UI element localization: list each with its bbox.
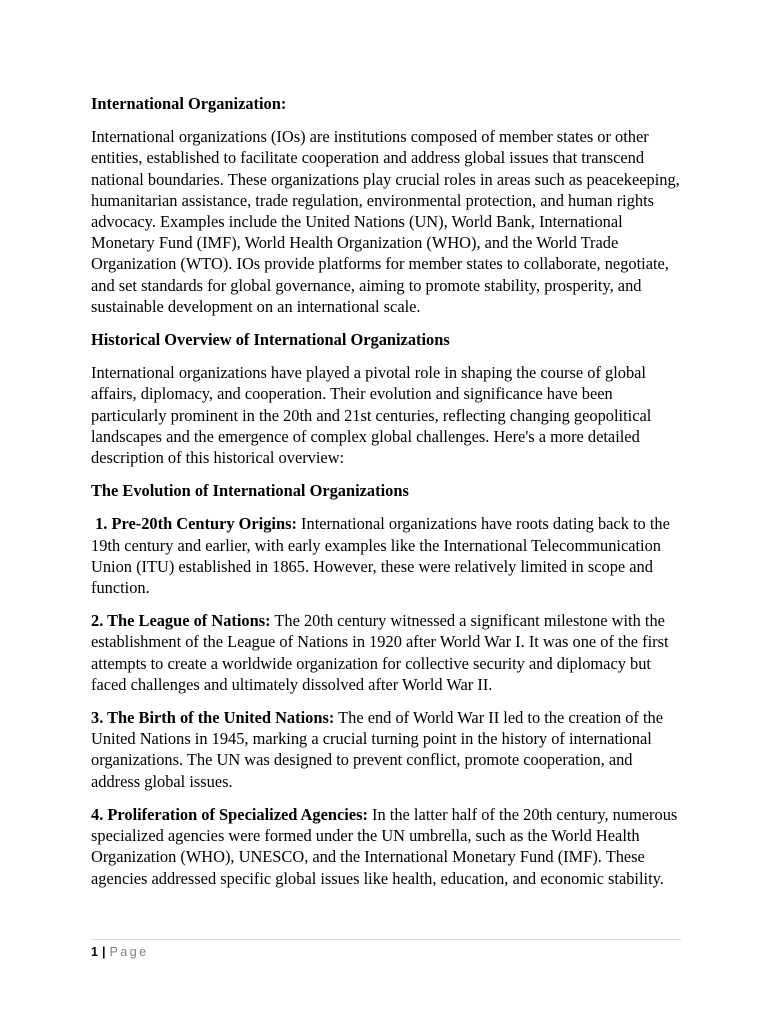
intro-heading: International Organization:: [91, 94, 287, 113]
page-number: 1: [91, 945, 98, 959]
document-body: [91, 93, 685, 889]
evolution-item-4: [91, 804, 685, 889]
evolution-item-1: [91, 513, 685, 598]
evolution-item-2-text: The 20th century witnessed a significant milestone with the establishment of the League of Nations in 1920 after World War I. It was one of the first attempts to create a worldwide organization for collective security and diplomacy but faced challenges and ultimately dissolved after World War II.: [91, 611, 669, 694]
evolution-item-3: [91, 707, 685, 792]
evolution-item-2-lead: 2. The League of Nations:: [91, 611, 271, 631]
evolution-item-2: [91, 610, 685, 695]
page-word: Page: [109, 945, 149, 959]
page-footer: [91, 939, 681, 961]
evolution-heading: The Evolution of International Organizations: [91, 481, 409, 501]
evolution-item-1-lead: 1. Pre-20th Century Origins:: [95, 514, 297, 534]
history-heading: Historical Overview of International Organizations: [91, 330, 450, 350]
history-paragraph: International organizations have played a pivotal role in shaping the course of global affairs, diplomacy, and cooperation. Their evolution and significance have been particularly prominent in the 20th and 21st centuries, reflecting changing geopolitical landscapes and the emergence of complex global challenges. Here's a more detailed description of this historical overview:: [91, 363, 652, 468]
intro-paragraph: International organizations (IOs) are institutions composed of member states or other entities, established to facilitate cooperation and address global issues that transcend national boundaries. These organizations play crucial roles in areas such as peacekeeping, humanitarian assistance, trade regulation, environmental protection, and human rights advocacy. Examples include the United Nations (UN), World Bank, International Monetary Fund (IMF), World Health Organization (WHO), and the World Trade Organization (WTO). IOs provide platforms for member states to collaborate, negotiate, and set standards for global governance, aiming to promote stability, prosperity, and sustainable development on an international scale.: [91, 127, 680, 316]
evolution-item-1-text: International organizations have roots dating back to the 19th century and earlier, with early examples like the International Telecommunication Union (ITU) established in 1865. However, these were relatively limited in scope and function.: [91, 514, 670, 598]
evolution-item-3-lead: 3. The Birth of the United Nations:: [91, 708, 335, 728]
page-separator: |: [101, 945, 106, 959]
evolution-item-4-lead: 4. Proliferation of Specialized Agencies:: [91, 804, 368, 824]
evolution-item-4-text: In the latter half of the 20th century, numerous specialized agencies were formed under the UN umbrella, such as the World Health Organization (WHO), UNESCO, and the International Monetary Fund (IMF). These agencies addressed specific global issues like health, education, and economic stability.: [91, 804, 678, 888]
evolution-item-3-text: The end of World War II led to the creation of the United Nations in 1945, marking a crucial turning point in the history of international organizations. The UN was designed to prevent conflict, promote cooperation, and address global issues.: [91, 708, 664, 791]
